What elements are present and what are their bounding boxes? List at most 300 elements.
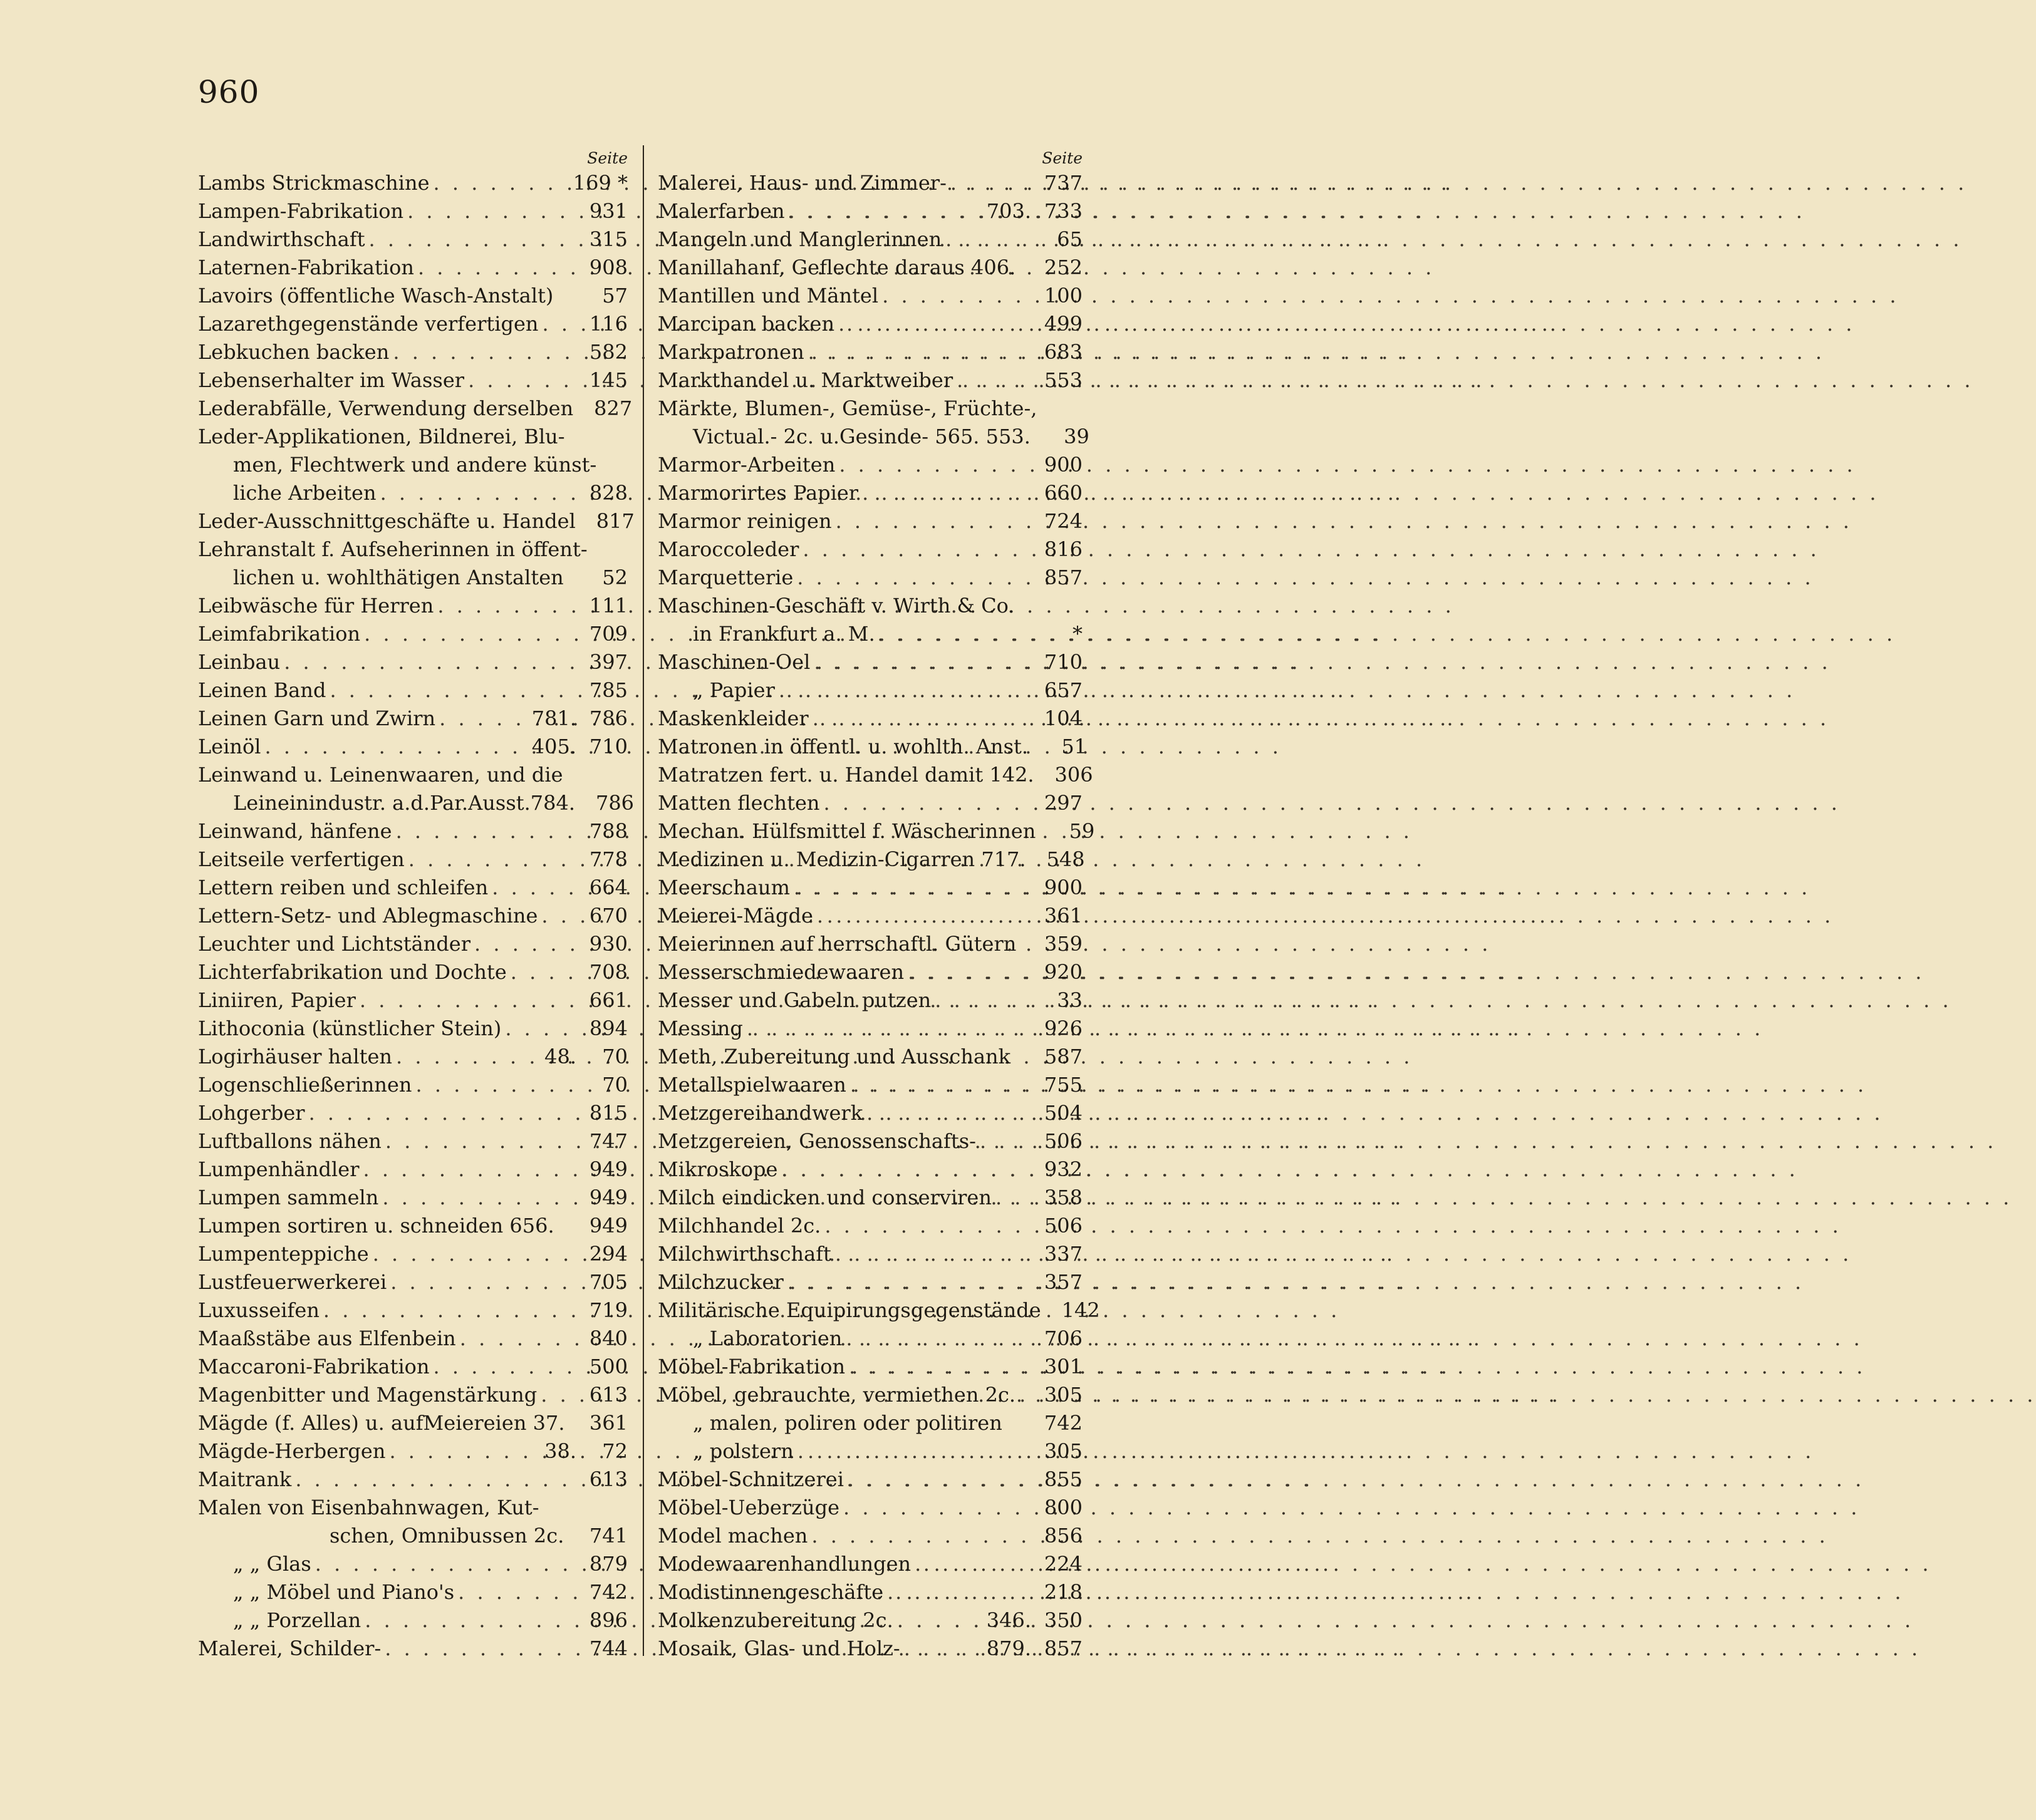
entry-page-number: 778: [589, 847, 628, 871]
entry-page-number: 582: [589, 340, 628, 364]
index-entry: [198, 1268, 628, 1296]
index-entry: [198, 817, 628, 845]
entry-label: Militärische Equipirungsgegenstände: [658, 1298, 1041, 1322]
dot-leader: [470, 930, 576, 958]
dot-leader: [387, 1268, 576, 1296]
entry-page-number: 737: [1044, 171, 1083, 195]
entry-page-number: 499: [1044, 312, 1083, 336]
index-entry: [198, 986, 628, 1015]
dot-leader: [369, 1240, 576, 1268]
dot-leader: [839, 1494, 1031, 1522]
index-entry: [658, 1325, 1083, 1353]
entry-page-number: 733: [1044, 199, 1083, 223]
entry-label: Lebkuchen backen: [198, 340, 390, 364]
entry-page-number: 827: [594, 396, 633, 420]
entry-page-number: 949: [589, 1214, 628, 1238]
index-entry: [658, 1522, 1083, 1550]
entry-label: Lederabfälle, Verwendung derselben: [198, 396, 574, 420]
entry-label: Lumpenhändler: [198, 1157, 360, 1181]
entry-page-number: 306: [1054, 763, 1093, 787]
index-entry: [658, 169, 1083, 197]
dot-leader: [319, 1296, 576, 1325]
entry-label: Landwirthschaft: [198, 227, 365, 251]
index-entry: [198, 592, 628, 620]
entry-page-number: 840: [589, 1326, 628, 1350]
dot-leader: [911, 1550, 1031, 1578]
entry-secondary-page: 48.: [544, 1045, 576, 1068]
entry-page-number: 72: [602, 1439, 628, 1463]
index-entry: [658, 479, 1083, 507]
entry-label: „ polstern: [693, 1439, 794, 1463]
entry-label: Lavoirs (öffentliche Wasch-Anstalt): [198, 284, 554, 308]
entry-page-number: 65: [1057, 227, 1083, 251]
dot-leader: [365, 225, 576, 254]
dot-leader: [844, 1466, 1031, 1494]
entry-label: men, Flechtwerk und andere künst-: [233, 453, 597, 477]
index-entry-list: [658, 169, 1100, 1663]
entry-page-number: *: [1073, 622, 1083, 646]
index-entry: [658, 1240, 1083, 1268]
entry-label: „ malen, poliren oder politiren: [693, 1411, 1002, 1435]
entry-label: in Frankfurt a. M.: [693, 622, 875, 646]
entry-label: Lohgerber: [198, 1101, 305, 1125]
entry-label: Marquetterie: [658, 566, 794, 589]
dot-leader: [430, 169, 562, 197]
index-entry: [658, 1156, 1083, 1184]
entry-page-number: 896: [589, 1608, 628, 1632]
entry-label: Mägde-Herbergen: [198, 1439, 386, 1463]
index-column-left: [198, 148, 635, 1663]
entry-label: Marcipan backen: [658, 312, 835, 336]
index-entry: [658, 1409, 1083, 1437]
entry-page-number: 828: [589, 481, 628, 505]
dot-leader: [846, 1071, 1031, 1099]
index-entry: [198, 676, 628, 705]
entry-label: Meierei-Mägde: [658, 904, 813, 928]
index-entry: [658, 958, 1083, 986]
entry-page-number: 817: [596, 509, 635, 533]
entry-label: Maccaroni-Fabrikation: [198, 1355, 430, 1378]
entry-page-number: 683: [1044, 340, 1083, 364]
entry-page-number: 504: [1044, 1101, 1083, 1125]
index-entry: [658, 874, 1083, 902]
entry-page-number: 145: [589, 368, 628, 392]
dot-leader: [942, 225, 1031, 254]
entry-page-number: 361: [589, 1411, 628, 1435]
entry-page-number: 816: [1044, 537, 1083, 561]
entry-page-number: 724: [1044, 509, 1083, 533]
entry-label: Leder-Applikationen, Bildnerei, Blu-: [198, 425, 565, 448]
column-header-seite: Seite: [587, 149, 628, 167]
index-entry: [658, 1494, 1083, 1522]
dot-leader: [777, 1156, 1031, 1184]
entry-label: Luftballons nähen: [198, 1129, 382, 1153]
entry-page-number: 709: [589, 622, 628, 646]
entry-label: Leinen Garn und Zwirn: [198, 706, 436, 730]
index-entry: [198, 282, 628, 310]
entry-page-number: 297: [1044, 791, 1083, 815]
entry-label: Möbel-Fabrikation: [658, 1355, 846, 1378]
entry-page-number: 786: [589, 706, 628, 730]
index-entry: [658, 902, 1083, 930]
entry-label: Manillahanf, Geflechte daraus 406.: [658, 256, 1016, 279]
index-entry: [198, 423, 628, 451]
entry-secondary-page: 879.: [986, 1636, 1031, 1660]
entry-label: Milchhandel 2c.: [658, 1214, 821, 1238]
dot-leader: [361, 1606, 576, 1635]
entry-label: Mantillen und Mäntel: [658, 284, 879, 308]
entry-label: Leinbau: [198, 650, 281, 674]
entry-page-number: 500: [589, 1355, 628, 1378]
dot-leader: [904, 958, 1031, 986]
dot-leader: [356, 986, 576, 1015]
entry-page-number: 613: [589, 1383, 628, 1407]
dot-leader: [454, 1578, 576, 1606]
index-entry: [198, 479, 628, 507]
entry-label: Messing: [658, 1016, 743, 1040]
entry-label: Metzgereihandwerk: [658, 1101, 863, 1125]
entry-label: Lustfeuerwerkerei: [198, 1270, 387, 1294]
entry-label: Leimfabrikation: [198, 622, 361, 646]
index-entry: [198, 705, 628, 733]
index-entry: [198, 1550, 628, 1578]
dot-leader: [813, 902, 1031, 930]
entry-secondary-page: 405.: [531, 735, 576, 758]
entry-secondary-page: 346.: [986, 1608, 1031, 1632]
entry-label: Maroccoleder: [658, 537, 799, 561]
dot-leader: [743, 1015, 1031, 1043]
entry-page-number: 931: [589, 199, 628, 223]
entry-page-number: 52: [602, 566, 628, 589]
dot-leader: [291, 1466, 576, 1494]
entry-page-number: 900: [1044, 876, 1083, 899]
entry-page-number: 710: [589, 735, 628, 758]
entry-page-number: 359: [1044, 932, 1083, 956]
index-entry: [658, 535, 1083, 564]
entry-page-number: 142: [1061, 1298, 1100, 1322]
dot-leader: [821, 1212, 1031, 1240]
dot-leader: [435, 705, 532, 733]
index-entry: [658, 507, 1083, 535]
entry-label: Leibwäsche für Herren: [198, 594, 434, 618]
index-entry: [658, 1268, 1083, 1296]
dot-leader: [784, 1268, 1031, 1296]
entry-label: Leinen Band: [198, 678, 326, 702]
index-entry: [198, 761, 628, 789]
index-entry: [198, 1635, 628, 1663]
index-entry: [198, 395, 633, 423]
entry-label: Lithoconia (künstlicher Stein): [198, 1016, 502, 1040]
index-entry: [658, 676, 1083, 705]
dot-leader: [414, 254, 576, 282]
entry-page-number: 315: [589, 227, 628, 251]
index-entry: [198, 169, 628, 197]
entry-page-number: 357: [1044, 1270, 1083, 1294]
entry-page-number: 920: [1044, 960, 1083, 984]
index-entry: [658, 1071, 1083, 1099]
index-entry: [198, 1296, 628, 1325]
entry-page-number: 706: [1044, 1326, 1083, 1350]
entry-page-number: 506: [1044, 1129, 1083, 1153]
dot-leader: [845, 1353, 1031, 1381]
entry-page-number: 930: [589, 932, 628, 956]
index-entry: [658, 1466, 1083, 1494]
dot-leader: [261, 733, 532, 761]
entry-label: Marmor reinigen: [658, 509, 832, 533]
index-entry: [198, 507, 635, 535]
entry-page-number: 224: [1044, 1552, 1083, 1576]
dot-leader: [875, 620, 1031, 648]
entry-page-number: 708: [589, 960, 628, 984]
index-entry: [198, 535, 628, 564]
index-entry: [198, 366, 628, 395]
index-entry: [658, 620, 1083, 648]
index-entry-list: [198, 169, 635, 1663]
entry-page-number: 51: [1061, 735, 1088, 758]
index-entry: [658, 1127, 1083, 1156]
entry-label: Model machen: [658, 1524, 808, 1548]
entry-page-number: 548: [1046, 847, 1085, 871]
index-entry: [658, 1015, 1083, 1043]
entry-label: Mechan. Hülfsmittel f. Wäscherinnen: [658, 819, 1036, 843]
entry-page-number: 949: [589, 1186, 628, 1209]
index-entry: [658, 930, 1083, 958]
dot-leader: [456, 1325, 576, 1353]
entry-label: Matronen in öffentl. u. wohlth. Anst.: [658, 735, 1029, 758]
entry-label: Lumpenteppiche: [198, 1242, 369, 1266]
dot-leader: [820, 789, 1032, 817]
dot-leader: [405, 845, 576, 874]
dot-leader: [392, 817, 576, 845]
index-entry: [198, 1353, 628, 1381]
entry-label: Lambs Strickmaschine: [198, 171, 430, 195]
index-entry: [658, 1437, 1083, 1466]
entry-label: schen, Omnibussen 2c.: [330, 1524, 564, 1548]
entry-label: Mosaik, Glas- und Holz-: [658, 1636, 900, 1660]
index-entry: [658, 1353, 1083, 1381]
entry-label: Modewaarenhandlungen: [658, 1552, 912, 1576]
dot-leader: [863, 1099, 1031, 1127]
dot-leader: [793, 564, 1031, 592]
entry-label: Mangeln und Manglerinnen: [658, 227, 942, 251]
index-entry: [658, 789, 1083, 817]
index-entry: [198, 902, 628, 930]
index-entry: [198, 338, 628, 366]
entry-label: Logirhäuser halten: [198, 1045, 392, 1068]
index-entry: [658, 1381, 1083, 1409]
index-entry: [658, 310, 1083, 338]
entry-page-number: 39: [1064, 425, 1089, 448]
dot-leader: [430, 1353, 576, 1381]
entry-label: Lumpen sammeln: [198, 1186, 379, 1209]
index-entry: [658, 733, 1088, 761]
entry-page-number: 33: [1057, 988, 1083, 1012]
dot-leader: [834, 310, 1031, 338]
entry-page-number: 294: [589, 1242, 628, 1266]
dot-leader: [810, 648, 1031, 676]
index-entry: [198, 1606, 628, 1635]
index-entry: [198, 1240, 628, 1268]
dot-leader: [799, 535, 1031, 564]
dot-leader: [382, 1127, 576, 1156]
entry-label: Logenschließerinnen: [198, 1073, 412, 1097]
entry-label: Molkenzubereitung 2c.: [658, 1608, 893, 1632]
entry-label: lichen u. wohlthätigen Anstalten: [233, 566, 564, 589]
index-entry: [658, 395, 1083, 423]
dot-leader: [953, 366, 1031, 395]
entry-label: Liniiren, Papier: [198, 988, 356, 1012]
entry-page-number: 218: [1044, 1580, 1083, 1604]
dot-leader: [1015, 1381, 1031, 1409]
dot-leader: [931, 986, 1031, 1015]
entry-label: Laternen-Fabrikation: [198, 256, 414, 279]
dot-leader: [381, 1635, 576, 1663]
dot-leader: [976, 1127, 1031, 1156]
index-entry: [198, 1212, 628, 1240]
dot-leader: [835, 451, 1031, 479]
index-entry: [198, 1522, 628, 1550]
index-entry: [198, 1409, 628, 1437]
entry-page-number: 350: [1044, 1608, 1083, 1632]
entry-page-number: 788: [589, 819, 628, 843]
entry-page-number: 719: [589, 1298, 628, 1322]
entry-label: Lettern reiben und schleifen: [198, 876, 489, 899]
entry-label: „ „ Porzellan: [233, 1608, 361, 1632]
entry-label: Mägde (f. Alles) u. aufMeiereien 37.: [198, 1411, 565, 1435]
entry-label: Leinwand, hänfene: [198, 819, 392, 843]
entry-label: Messer und Gabeln putzen: [658, 988, 932, 1012]
entry-page-number: 755: [1044, 1073, 1083, 1097]
entry-page-number: 100: [1044, 284, 1083, 308]
entry-label: Meierinnen auf herrschaftl. Gütern: [658, 932, 1017, 956]
entry-label: Lumpen sortiren u. schneiden 656.: [198, 1214, 554, 1238]
page-number: 960: [198, 74, 260, 110]
index-entry: [658, 564, 1083, 592]
entry-label: Leinwand u. Leinenwaaren, und die: [198, 763, 563, 787]
dot-leader: [412, 1071, 576, 1099]
dot-leader: [883, 1578, 1031, 1606]
index-entry: [198, 564, 628, 592]
index-entry: [658, 225, 1083, 254]
entry-label: Luxusseifen: [198, 1298, 319, 1322]
entry-page-number: 252: [1044, 256, 1083, 279]
entry-page-number: 744: [589, 1636, 628, 1660]
dot-leader: [809, 705, 1031, 733]
dot-leader: [858, 479, 1031, 507]
entry-page-number: 70: [602, 1073, 628, 1097]
entry-label: Malen von Eisenbahnwagen, Kut-: [198, 1496, 539, 1519]
entry-label: Möbel, gebrauchte, vermiethen 2c.: [658, 1383, 1016, 1407]
entry-label: Malerei, Schilder-: [198, 1636, 382, 1660]
entry-label: Marmor-Arbeiten: [658, 453, 836, 477]
index-entry: [198, 197, 628, 225]
entry-page-number: 111: [589, 594, 628, 618]
entry-page-number: 116: [589, 312, 628, 336]
entry-page-number: 785: [589, 678, 628, 702]
index-entry: [198, 930, 628, 958]
index-entry: [198, 1184, 628, 1212]
dot-leader: [434, 592, 576, 620]
dot-leader: [790, 874, 1031, 902]
index-entry: [198, 1381, 628, 1409]
entry-page-number: 741: [589, 1524, 628, 1548]
entry-page-number: 337: [1044, 1242, 1083, 1266]
entry-page-number: 705: [589, 1270, 628, 1294]
entry-label: Lazarethgegenstände verfertigen: [198, 312, 539, 336]
entry-label: Leineinindustr. a.d.Par.Ausst.784.: [233, 791, 576, 815]
entry-page-number: 926: [1044, 1016, 1083, 1040]
dot-leader: [538, 902, 576, 930]
entry-page-number: 70: [602, 1045, 628, 1068]
index-entry: [198, 1043, 628, 1071]
index-entry: [658, 254, 1083, 282]
index-entry: [658, 986, 1083, 1015]
index-entry: [198, 1156, 628, 1184]
index-entry: [658, 1635, 1083, 1663]
index-entry: [198, 1494, 628, 1522]
entry-page-number: 305: [1044, 1439, 1083, 1463]
entry-page-number: 358: [1044, 1186, 1083, 1209]
index-entry: [658, 451, 1083, 479]
entry-label: Marmorirtes Papier: [658, 481, 859, 505]
entry-label: „ „ Glas: [233, 1552, 311, 1576]
dot-leader: [280, 648, 576, 676]
entry-page-number: 301: [1044, 1355, 1083, 1378]
entry-page-number: 908: [589, 256, 628, 279]
dot-leader: [403, 197, 576, 225]
entry-label: Malerfarben: [658, 199, 785, 223]
entry-page-number: 661: [589, 988, 628, 1012]
entry-page-number: 57: [602, 284, 628, 308]
index-entry: [198, 225, 628, 254]
index-entry: [658, 705, 1083, 733]
entry-label: „ Papier: [693, 678, 775, 702]
index-entry: [198, 1015, 628, 1043]
dot-leader: [808, 1522, 1031, 1550]
dot-leader: [893, 1606, 987, 1635]
entry-page-number: 900: [1044, 453, 1083, 477]
entry-label: Möbel-Ueberzüge: [658, 1496, 840, 1519]
entry-page-number: 587: [1044, 1045, 1083, 1068]
index-entry: [658, 1606, 1083, 1635]
entry-label: Meth, Zubereitung und Ausschank: [658, 1045, 1011, 1068]
entry-label: Leinöl: [198, 735, 261, 758]
entry-label: Milch eindicken und conserviren: [658, 1186, 992, 1209]
entry-page-number: 932: [1044, 1157, 1083, 1181]
index-entry: [198, 1466, 628, 1494]
entry-label: Metallspielwaaren: [658, 1073, 846, 1097]
dot-leader: [831, 1240, 1031, 1268]
entry-label: Leitseile verfertigen: [198, 847, 405, 871]
entry-page-number: 660: [1044, 481, 1083, 505]
entry-secondary-page: 703.: [986, 199, 1031, 223]
dot-leader: [360, 620, 576, 648]
index-entry: [658, 1184, 1083, 1212]
dot-leader: [385, 1437, 544, 1466]
entry-page-number: 104: [1044, 706, 1083, 730]
dot-leader: [842, 1325, 1031, 1353]
dot-leader: [311, 1550, 576, 1578]
entry-page-number: 786: [595, 791, 635, 815]
entry-page-number: 949: [589, 1157, 628, 1181]
index-entry: [198, 1325, 628, 1353]
index-entry: [198, 1071, 628, 1099]
index-entry: [658, 197, 1083, 225]
entry-page-number: 742: [1044, 1411, 1083, 1435]
dot-leader: [947, 169, 1031, 197]
entry-page-number: 894: [589, 1016, 628, 1040]
entry-label: Lampen-Fabrikation: [198, 199, 404, 223]
